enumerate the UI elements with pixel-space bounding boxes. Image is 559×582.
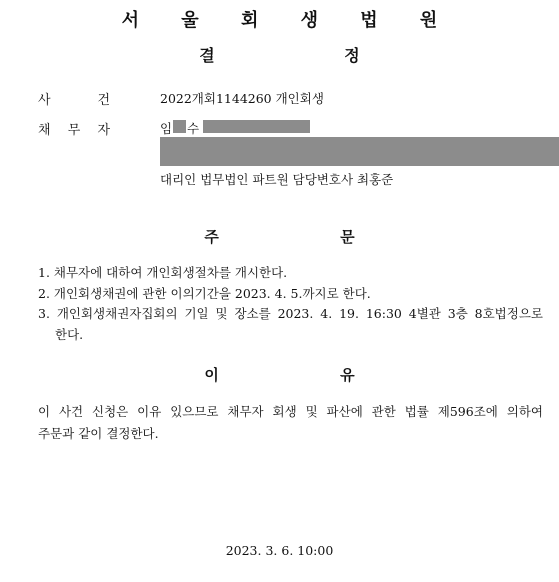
debtor-label xyxy=(38,119,110,138)
reason-text-line: 주문과 같이 결정한다. xyxy=(38,426,159,441)
debtor-representative: 대리인 법무법인 파트원 담당변호사 최홍준 xyxy=(160,172,394,187)
case-label-char: 건 xyxy=(97,93,110,108)
order-item: 3. 개인회생채권자집회의 기일 및 장소를 2023. 4. 19. 16:30 4별관 3층 8호법정으로 xyxy=(38,306,543,321)
reason-text-line: 이 사건 신청은 이유 있으므로 채무자 회생 및 파산에 관한 법률 제596조에 의하여 xyxy=(38,404,543,419)
redaction-box xyxy=(173,120,186,133)
order-item: 2. 개인회생채권에 관한 이의기간을 2023. 4. 5.까지로 한다. xyxy=(38,286,371,301)
order-item: 1. 채무자에 대하여 개인회생절차를 개시한다. xyxy=(38,265,288,280)
document-type: 결 정 xyxy=(199,46,422,65)
debtor-label-char: 채 xyxy=(38,123,51,138)
case-number: 2022개회1144260 개인회생 xyxy=(160,91,324,106)
redaction-box xyxy=(160,137,559,166)
reason-heading: 이 유 xyxy=(204,366,413,384)
debtor-name-first: 임 xyxy=(160,121,173,136)
case-label xyxy=(38,89,110,108)
order-heading: 주 문 xyxy=(204,228,413,246)
debtor-label-char: 무 xyxy=(67,123,81,138)
court-name: 서 울 회 생 법 원 xyxy=(121,10,456,31)
debtor-label-char: 자 xyxy=(97,123,110,138)
order-item-continuation: 한다. xyxy=(55,327,84,342)
debtor-name-last: 수 xyxy=(187,121,200,136)
redaction-box xyxy=(203,120,310,133)
case-label-char: 사 xyxy=(38,93,51,108)
decision-date: 2023. 3. 6. 10:00 xyxy=(225,543,334,558)
